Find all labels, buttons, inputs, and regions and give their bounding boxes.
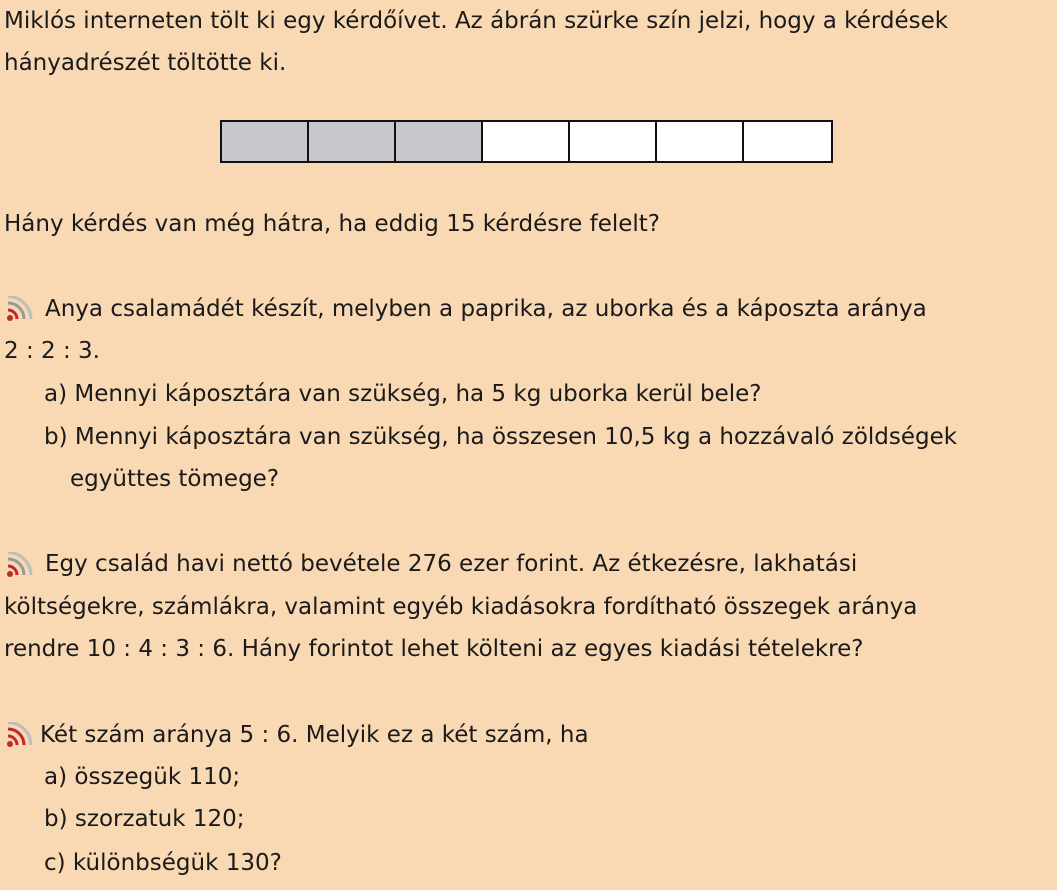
signal-difficulty-icon [4,552,38,578]
task1-intro-line1: Miklós interneten tölt ki egy kérdőívet. Az ábrán szürke szín jelzi, hogy a kérdések [4,8,949,34]
task1-intro-line2: hányadrészét töltötte ki. [4,50,287,76]
bar-segment-filled [396,122,483,161]
task3-line1: Egy család havi nettó bevétele 276 ezer forint. Az étkezésre, lakhatási [45,551,858,577]
task2-sub-b-line1: b) Mennyi káposztára van szükség, ha összesen 10,5 kg a hozzávaló zöldségek [44,424,958,450]
bar-segment-empty [483,122,570,161]
task4-line1: Két szám aránya 5 : 6. Melyik ez a két szám, ha [40,722,589,748]
signal-difficulty-icon [4,296,38,322]
task2-sub-b-line2: együttes tömege? [70,466,280,492]
task2-sub-a: a) Mennyi káposztára van szükség, ha 5 kg uborka kerül bele? [44,381,762,407]
signal-difficulty-icon [4,722,38,748]
bar-segment-empty [657,122,744,161]
progress-fraction-bar [220,120,833,163]
bar-segment-filled [222,122,309,161]
bar-segment-filled [309,122,396,161]
task3-line2: költségekre, számlákra, valamint egyéb kiadásokra fordítható összegek aránya [4,594,918,620]
task3-line3: rendre 10 : 4 : 3 : 6. Hány forintot lehet költeni az egyes kiadási tételekre? [4,636,864,662]
task4-sub-c: c) különbségük 130? [44,850,282,876]
bar-segment-empty [570,122,657,161]
task2-line1: Anya csalamádét készít, melyben a paprika, az uborka és a káposzta aránya [45,296,927,322]
task2-line2: 2 : 2 : 3. [4,338,100,364]
task4-sub-a: a) összegük 110; [44,764,241,790]
task1-question: Hány kérdés van még hátra, ha eddig 15 kérdésre felelt? [4,211,661,237]
bar-segment-empty [744,122,831,161]
task4-sub-b: b) szorzatuk 120; [44,806,245,832]
